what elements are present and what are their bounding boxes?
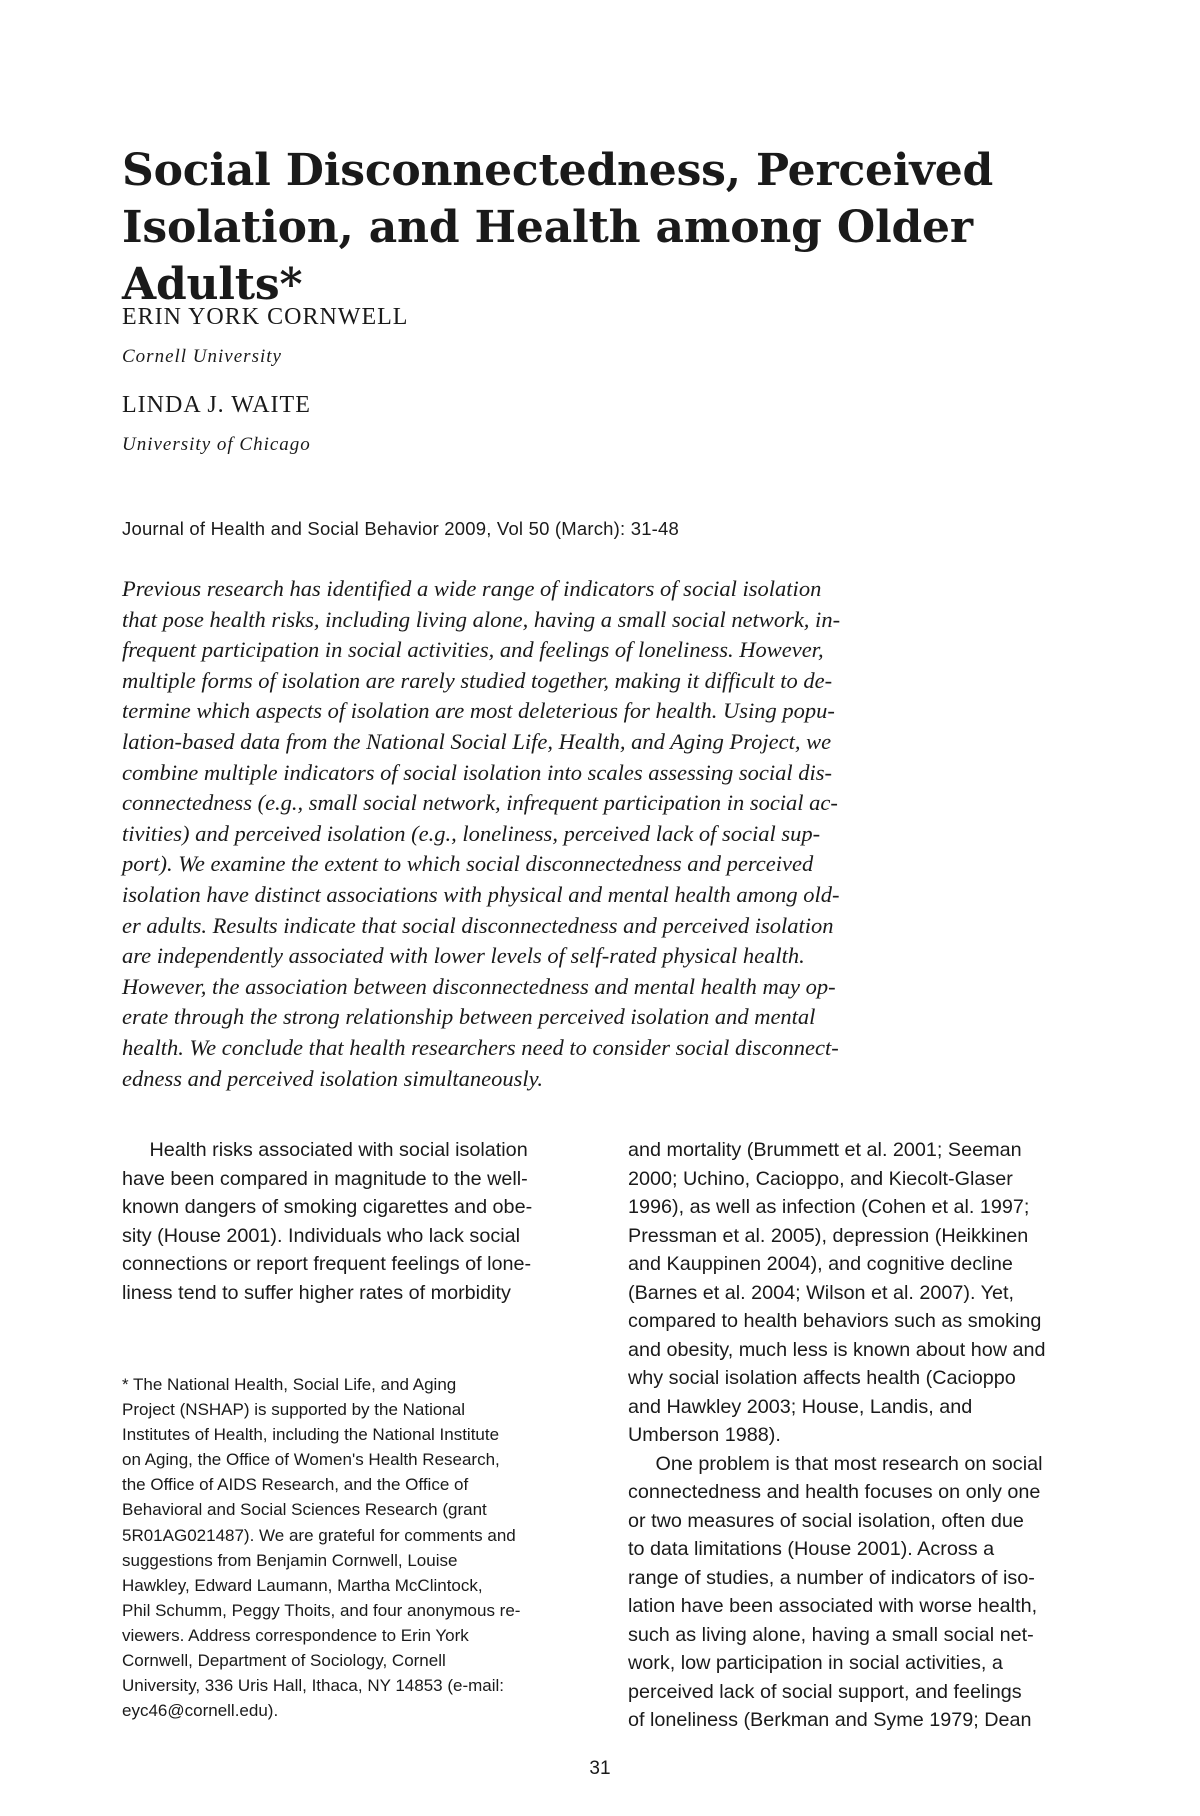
body-line: One problem is that most research on social: [628, 1452, 1043, 1475]
footnote-line: suggestions from Benjamin Cornwell, Louise: [122, 1550, 458, 1570]
abstract-line: are independently associated with lower levels of self-rated physical health.: [122, 943, 805, 969]
abstract-line: However, the association between disconnectedness and mental health may op-: [122, 973, 836, 999]
footnote-line: Institutes of Health, including the National Institute: [122, 1425, 500, 1445]
abstract-line: multiple forms of isolation are rarely studied together, making it difficult to de-: [122, 667, 833, 693]
abstract: [122, 574, 977, 1094]
abstract-line: termine which aspects of isolation are most deleterious for health. Using popu-: [122, 698, 835, 724]
page-number: 31: [589, 1758, 611, 1779]
footnote-line: Cornwell, Department of Sociology, Cornell: [122, 1651, 446, 1671]
body-line: and Kauppinen 2004), and cognitive decline: [628, 1253, 1013, 1275]
body-line: Pressman et al. 2005), depression (Heikkinen: [628, 1224, 1029, 1247]
body-line: connectedness and health focuses on only one: [628, 1481, 1041, 1503]
body-line: such as living alone, having a small social net-: [628, 1623, 1034, 1646]
abstract-line: port). We examine the extent to which social disconnectedness and perceived: [122, 851, 814, 877]
footnote-line: viewers. Address correspondence to Erin York: [122, 1625, 469, 1645]
body-line: compared to health behaviors such as smoking: [628, 1310, 1042, 1332]
body-line: and Hawkley 2003; House, Landis, and: [628, 1395, 973, 1418]
footnote-line: Phil Schumm, Peggy Thoits, and four anonymous re-: [122, 1600, 521, 1620]
body-line: (Barnes et al. 2004; Wilson et al. 2007). Yet,: [628, 1281, 1014, 1304]
footnote-line: eyc46@cornell.edu).: [122, 1701, 279, 1721]
body-line: known dangers of smoking cigarettes and obe-: [122, 1196, 533, 1218]
author-affiliation: University of Chicago: [122, 434, 311, 455]
footnote-line: on Aging, the Office of Women's Health Research,: [122, 1450, 500, 1470]
body-column-left: [122, 1136, 602, 1307]
abstract-line: erate through the strong relationship between perceived isolation and mental: [122, 1004, 816, 1030]
body-line: of loneliness (Berkman and Syme 1979; Dean: [628, 1709, 1032, 1731]
footnote-line: Behavioral and Social Sciences Research (grant: [122, 1500, 487, 1520]
abstract-line: health. We conclude that health researchers need to consider social disconnect-: [122, 1034, 839, 1060]
footnote-line: University, 336 Uris Hall, Ithaca, NY 14853 (e-mail:: [122, 1676, 505, 1696]
abstract-line: isolation have distinct associations with physical and mental health among old-: [122, 881, 840, 907]
body-line: 2000; Uchino, Cacioppo, and Kiecolt-Glaser: [628, 1167, 1013, 1190]
body-line: why social isolation affects health (Cacioppo: [628, 1367, 1016, 1389]
body-line: work, low participation in social activities, a: [628, 1652, 1003, 1674]
body-line: have been compared in magnitude to the well-: [122, 1167, 528, 1190]
author-name: LINDA J. WAITE: [122, 392, 311, 418]
journal-citation: Journal of Health and Social Behavior 2009, Vol 50 (March): 31-48: [122, 518, 680, 539]
abstract-line: er adults. Results indicate that social disconnectedness and perceived isolation: [122, 912, 834, 938]
body-line: lation have been associated with worse health,: [628, 1595, 1038, 1617]
body-column-right: [628, 1136, 1108, 1735]
body-line: Health risks associated with social isolation: [122, 1139, 528, 1161]
body-line: or two measures of social isolation, often due: [628, 1509, 1024, 1532]
abstract-line: frequent participation in social activities, and feelings of loneliness. However,: [122, 637, 824, 663]
body-line: connections or report frequent feelings of lone-: [122, 1253, 532, 1275]
title-line: Social Disconnectedness, Perceived: [122, 145, 994, 196]
abstract-line: tivities) and perceived isolation (e.g., loneliness, perceived lack of social sup-: [122, 820, 821, 846]
article-title: [122, 142, 1102, 313]
footnote-line: * The National Health, Social Life, and Aging: [122, 1375, 457, 1394]
title-line: Isolation, and Health among Older Adults*: [122, 202, 973, 310]
body-line: and mortality (Brummett et al. 2001; Seeman: [628, 1139, 1022, 1161]
body-line: and obesity, much less is known about how and: [628, 1338, 1046, 1361]
footnote-line: 5R01AG021487). We are grateful for comments and: [122, 1525, 516, 1545]
footnote-line: Project (NSHAP) is supported by the National: [122, 1400, 465, 1420]
body-line: sity (House 2001). Individuals who lack social: [122, 1224, 521, 1247]
abstract-line: connectedness (e.g., small social network, infrequent participation in social ac-: [122, 790, 838, 816]
footnote-line: the Office of AIDS Research, and the Office of: [122, 1475, 469, 1495]
author-affiliation: Cornell University: [122, 346, 282, 367]
abstract-line: edness and perceived isolation simultaneously.: [122, 1065, 543, 1091]
abstract-line: that pose health risks, including living alone, having a small social network, in-: [122, 606, 841, 632]
author-name: ERIN YORK CORNWELL: [122, 304, 409, 330]
body-line: liness tend to suffer higher rates of morbidity: [122, 1281, 511, 1304]
body-line: range of studies, a number of indicators of iso-: [628, 1566, 1035, 1589]
body-line: to data limitations (House 2001). Across a: [628, 1538, 995, 1560]
body-line: perceived lack of social support, and feelings: [628, 1680, 1022, 1703]
abstract-line: combine multiple indicators of social isolation into scales assessing social dis-: [122, 759, 832, 785]
body-line: Umberson 1988).: [628, 1424, 781, 1446]
body-line: 1996), as well as infection (Cohen et al. 1997;: [628, 1196, 1030, 1218]
abstract-line: lation-based data from the National Social Life, Health, and Aging Project, we: [122, 728, 832, 754]
footnote: [122, 1372, 602, 1723]
footnote-line: Hawkley, Edward Laumann, Martha McClintock,: [122, 1575, 483, 1595]
abstract-line: Previous research has identified a wide range of indicators of social isolation: [122, 576, 822, 601]
